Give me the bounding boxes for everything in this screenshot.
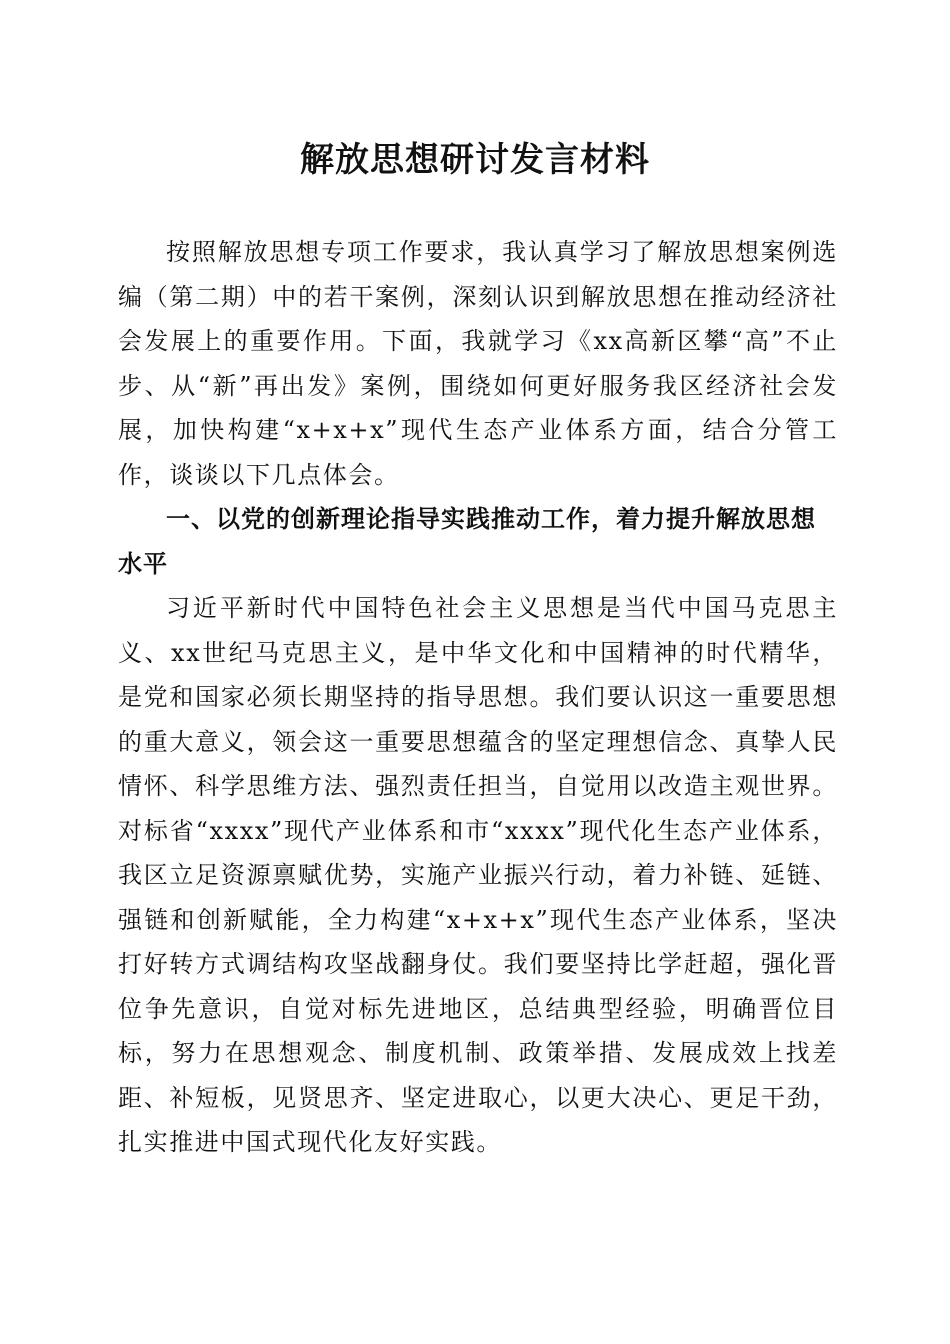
intro-paragraph: 按照解放思想专项工作要求，我认真学习了解放思想案例选编（第二期）中的若干案例，深刻认识到解放思想在推动经济社会发展上的重要作用。下面，我就学习《xx高新区攀“高”不止步、从“新”再出发》案例，围绕如何更好服务我区经济社会发展，加快构建“x+x+x”现代生态产业体系方面，结合分管工作，谈谈以下几点体会。 (118, 238, 838, 489)
document-title: 解放思想研讨发言材料 (300, 140, 650, 180)
section-1-heading: 一、以党的创新理论指导实践推动工作，着力提升解放思想水平 (118, 505, 816, 578)
section-1-paragraph: 习近平新时代中国特色社会主义思想是当代中国马克思主义、xx世纪马克思主义，是中华文化和中国精神的时代精华，是党和国家必须长期坚持的指导思想。我们要认识这一重要思想的重大意义，领会这一重要思想蕴含的坚定理想信念、真挚人民情怀、科学思维方法、强烈责任担当，自觉用以改造主观世界。对标省“xxxx”现代产业体系和市“xxxx”现代化生态产业体系，我区立足资源禀赋优势，实施产业振兴行动，着力补链、延链、强链和创新赋能，全力构建“x+x+x”现代生态产业体系，坚决打好转方式调结构攻坚战翻身仗。我们要坚持比学赶超，强化晋位争先意识，自觉对标先进地区，总结典型经验，明确晋位目标，努力在思想观念、制度机制、政策举措、发展成效上找差距、补短板，见贤思齐、坚定进取心，以更大决心、更足干劲，扎实推进中国式现代化友好实践。 (118, 594, 838, 1156)
